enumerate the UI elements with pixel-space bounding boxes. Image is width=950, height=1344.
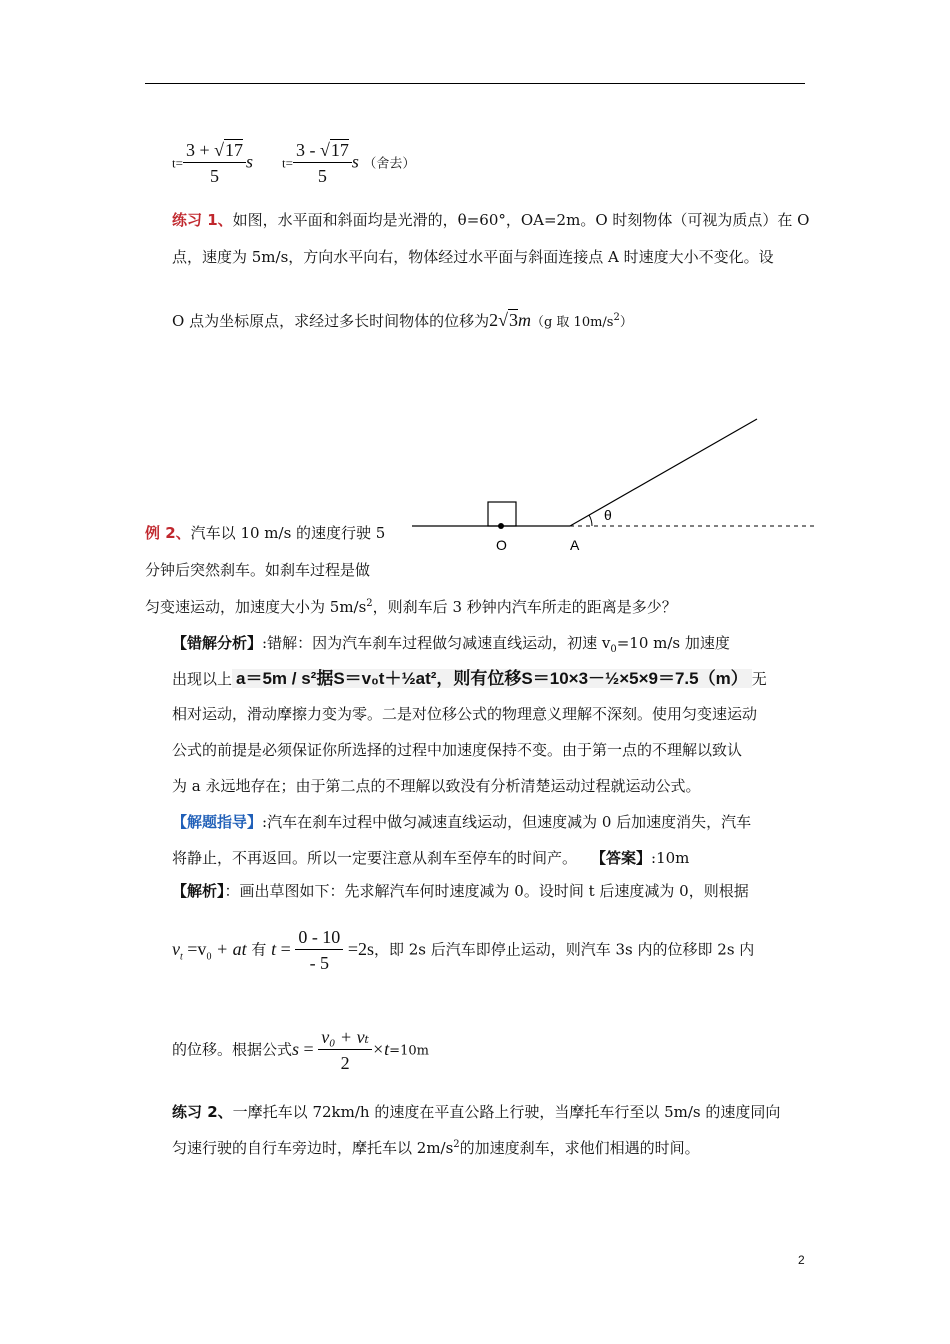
error-analysis-line2: 出现以上 a＝5m / s²据S＝v₀t＋½at²，则有位移S＝10×3－½×5×9＝7.5（m） 无 [172, 669, 767, 688]
guidance-label: 【解题指导】 [172, 813, 263, 831]
exercise1-label: 练习 1、 [172, 211, 233, 229]
wrong-equation: a＝5m / s²据S＝v₀t＋½at²，则有位移S＝10×3－½×5×9＝7.5（m） [232, 669, 752, 688]
exercise2-line1: 练习 2、一摩托车以 72km/h 的速度在平直公路上行驶，当摩托车行至以 5m/s 的速度同向 [172, 1103, 781, 1121]
example2-line2: 分钟后突然刹车。如刹车过程是做 [145, 561, 371, 579]
exercise2-line2: 匀速行驶的自行车旁边时，摩托车以 $2m/s^2$的加速度刹车，求他们相遇的时间。 [172, 1139, 700, 1157]
block [488, 502, 516, 526]
example2-label: 例 2、 [145, 524, 191, 542]
label-theta: θ [604, 507, 612, 523]
error-analysis-label: 【错解分析】 [172, 634, 263, 652]
answer-value: :10m [651, 849, 690, 867]
error-analysis-line3: 相对运动，滑动摩擦力变为零。二是对位移公式的物理意义理解不深刻。使用匀变速运动 [172, 705, 758, 723]
error-analysis-line5: 为 a 永远地存在；由于第二点的不理解以致没有分析清楚运动过程就运动公式。 [172, 777, 701, 795]
unit-s: s [246, 151, 254, 172]
analysis-label: 【解析】 [172, 882, 225, 900]
unit-s: s [351, 151, 359, 172]
fraction-root-negative: $\frac{3 - √17}{5}$ [293, 138, 352, 189]
average-velocity-fraction: $\frac{\text{v₀ + vₜ}}{2}$ [318, 1025, 372, 1076]
time-fraction: $\frac{0 - 10}{- 5}$ [295, 925, 343, 976]
point-o [498, 523, 504, 529]
example2-line3: 匀变速运动，加速度大小为 $5m/s^2$，则刹车后 3 秒钟内汽车所走的距离是多少？ [145, 598, 677, 616]
answer-label: 【答案】 [591, 849, 652, 867]
exercise1-line1: 练习 1、如图，水平面和斜面均是光滑的，θ=60°，OA=2m。O 时刻物体（可视为质点）在 O [172, 211, 810, 229]
angle-arc [589, 515, 592, 526]
t-prefix: t= [282, 155, 293, 171]
error-analysis-line4: 公式的前提是必须保证你所选择的过程中加速度保持不变。由于第一点的不理解以致认 [172, 741, 743, 759]
t-prefix: t= [172, 155, 183, 171]
analysis-equation-line: $v_t =v_0$ + at 有 t = $\frac{0 - 10}{- 5}$ =2s，即 2s 后汽车即停止运动，则汽车 3s 内的位移即 2s 内 [172, 925, 754, 976]
page-number: 2 [798, 1253, 805, 1267]
exercise1-line3: O 点为坐标原点，求经过多长时间物体的位移为2√3m（g 取 $10m/s^2$） [172, 310, 633, 330]
guidance-line2: 将静止，不再返回。所以一定要注意从刹车至停车的时间产。 【答案】:10m [172, 849, 690, 867]
discard-note: （舍去） [363, 155, 416, 171]
guidance-line1: 【解题指导】:汽车在刹车过程中做匀减速直线运动，但速度减为 0 后加速度消失，汽车 [172, 813, 752, 831]
exercise1-line2: 点，速度为 5m/s，方向水平向右，物体经过水平面与斜面连接点 A 时速度大小不变化。设 [172, 248, 774, 266]
analysis-formula-line: 的位移。根据公式s = $\frac{\text{v₀ + vₜ}}{2}$ ×t=10m [172, 1025, 429, 1076]
analysis-line1: 【解析】：画出草图如下：先求解汽车何时速度减为 0。设时间 t 后速度减为 0，则根据 [172, 882, 749, 900]
exercise2-label: 练习 2、 [172, 1103, 233, 1121]
incline-diagram [400, 410, 830, 560]
error-analysis-line1: 【错解分析】:错解：因为汽车刹车过程做匀减速直线运动，初速 $v_0=10$ m/s 加速度 [172, 634, 730, 655]
fraction-root-positive: $\frac{3 + √17}{5}$ [183, 138, 246, 189]
header-rule [145, 83, 805, 84]
label-a: A [570, 537, 580, 553]
example2-line1: 例 2、汽车以 10 m/s 的速度行驶 5 [145, 524, 386, 542]
incline-surface [570, 419, 757, 526]
solution-line [172, 138, 415, 189]
label-o: O [496, 537, 507, 553]
